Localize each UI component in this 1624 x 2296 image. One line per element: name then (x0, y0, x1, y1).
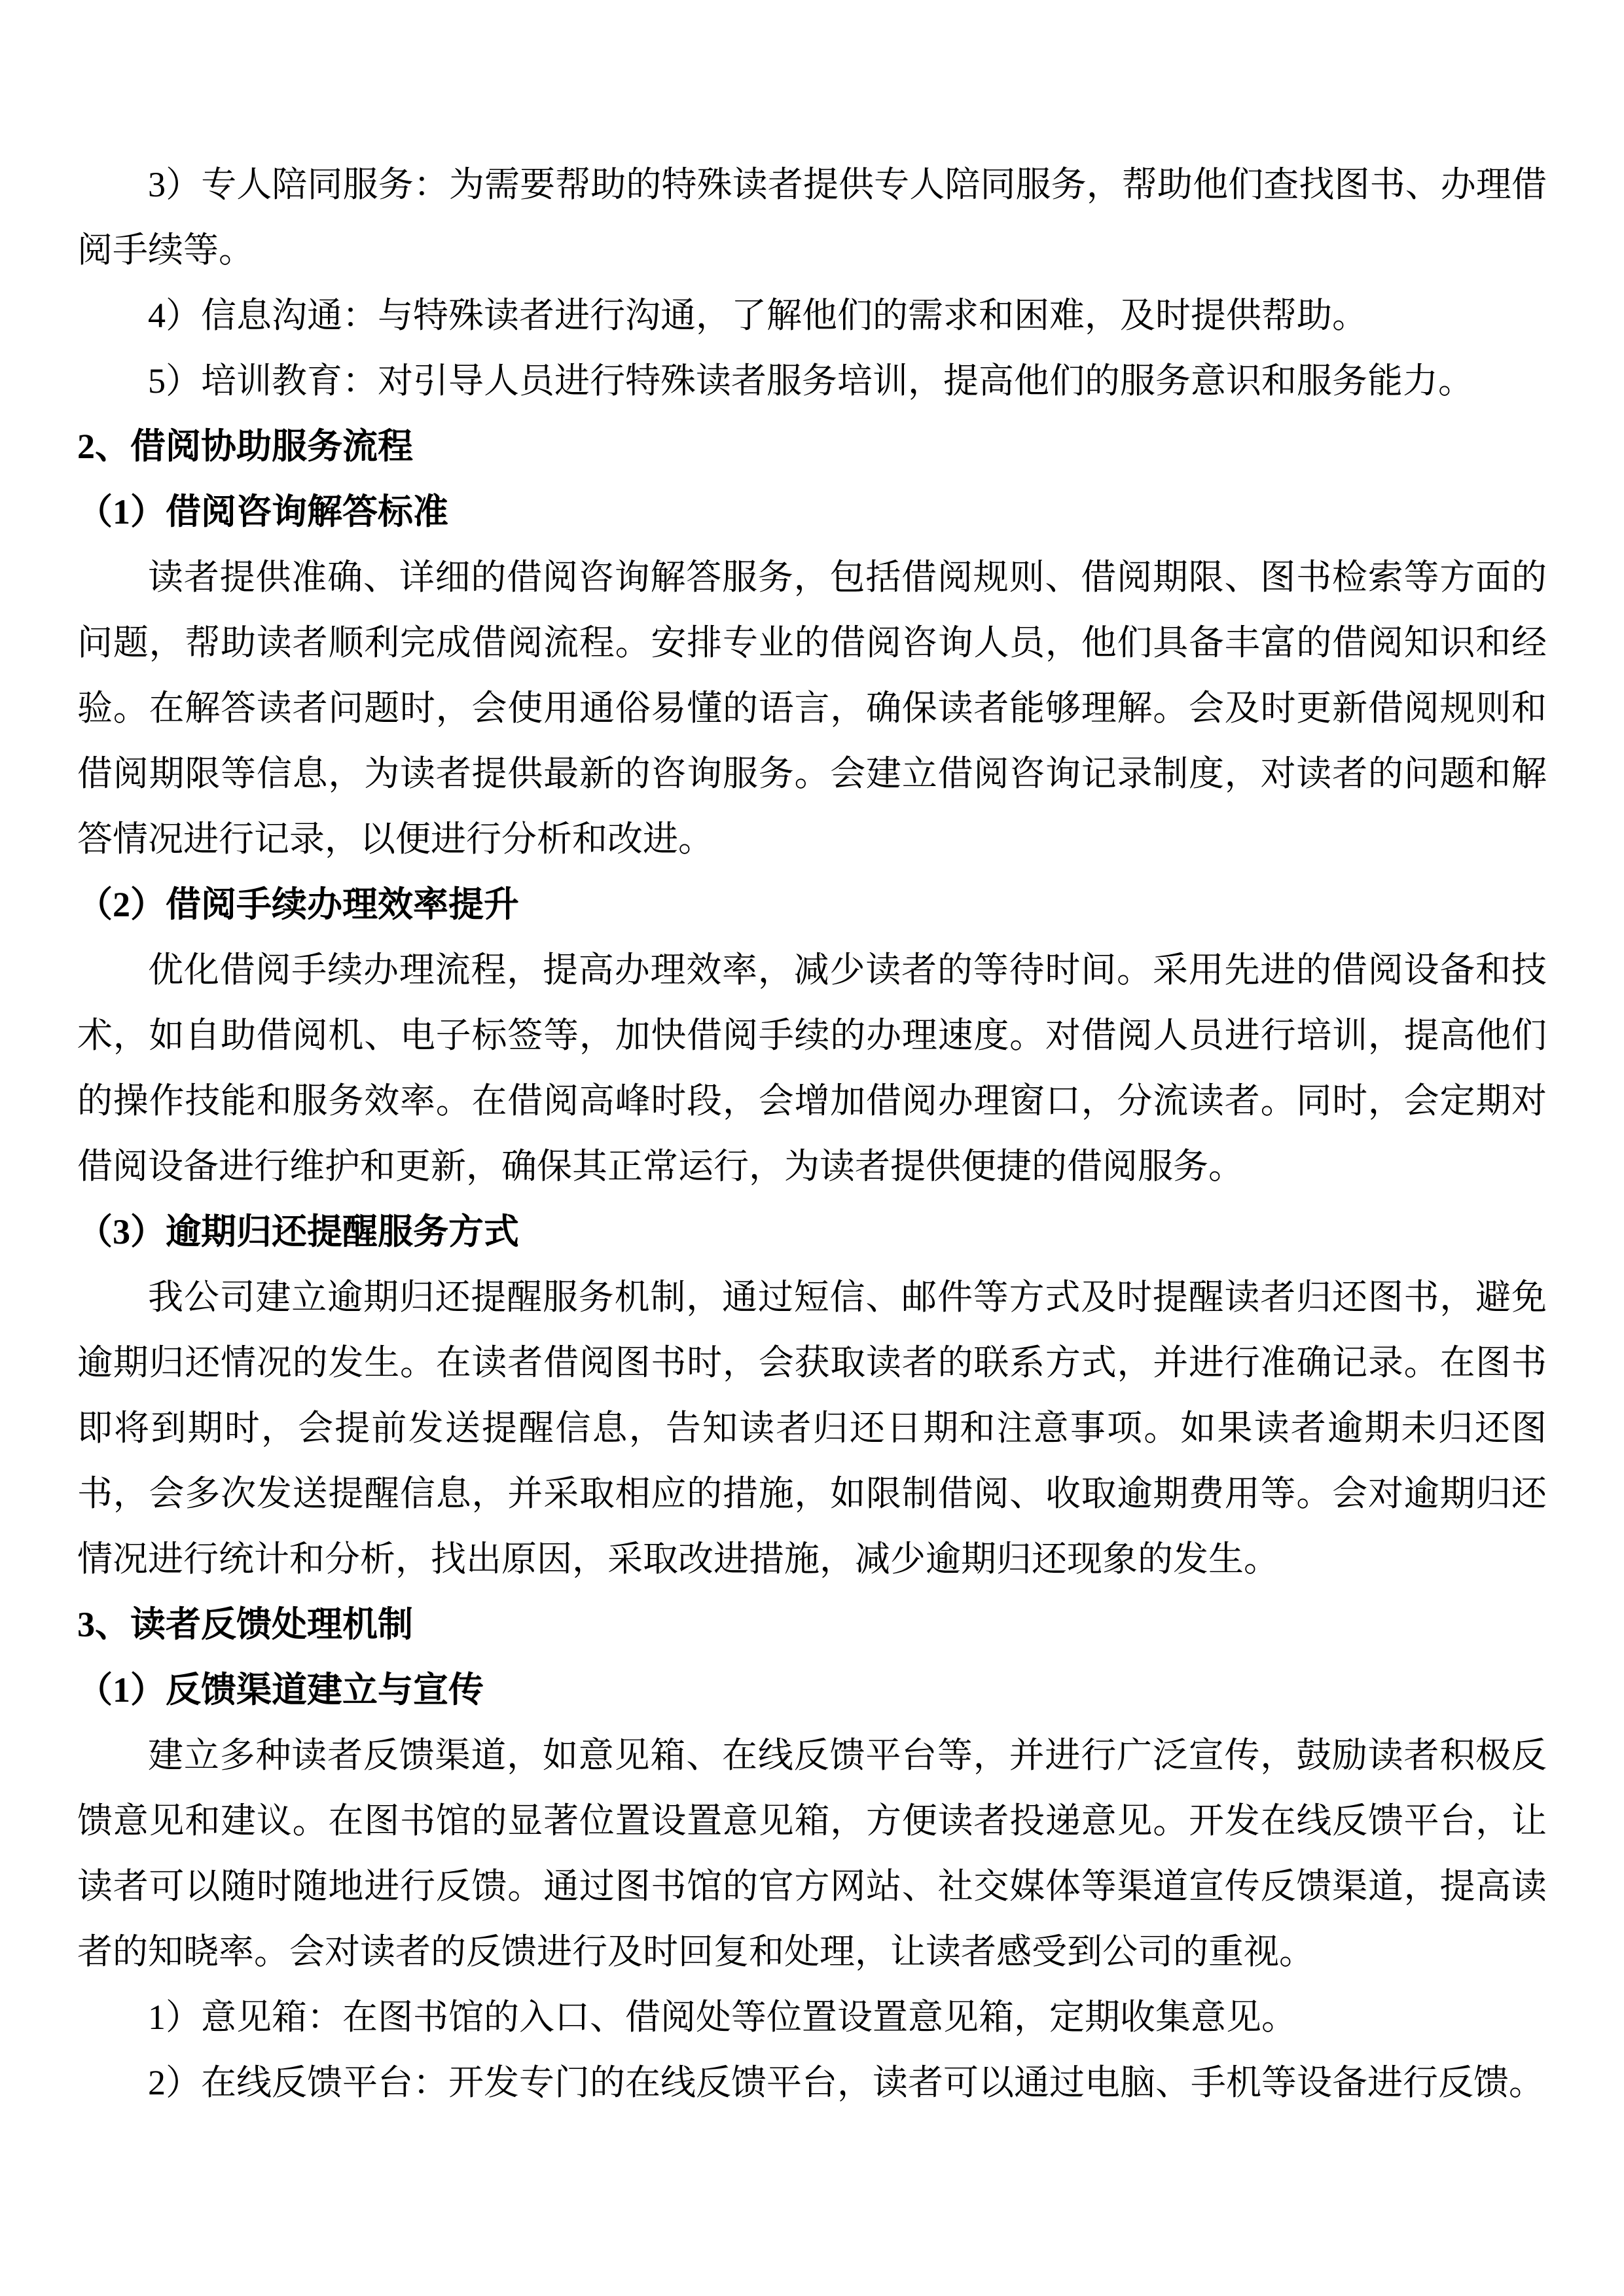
numbered-list-item: 5）培训教育：对引导人员进行特殊读者服务培训，提高他们的服务意识和服务能力。 (148, 361, 1473, 401)
subsection-heading: （3）逾期归还提醒服务方式 (77, 1212, 519, 1251)
section-heading: 2、借阅协助服务流程 (77, 427, 413, 466)
body-paragraph: 优化借阅手续办理流程，提高办理效率，减少读者的等待时间。采用先进的借阅设备和技术，如自助借阅机、电子标签等，加快借阅手续的办理速度。对借阅人员进行培训，提高他们的操作技能和服务效率。在借阅高峰时段，会增加借阅办理窗口，分流读者。同时，会定期对借阅设备进行维护和更新，确保其正常运行，为读者提供便捷的借阅服务。 (77, 950, 1547, 1186)
subsection-heading: （1）借阅咨询解答标准 (77, 492, 448, 531)
numbered-list-item: 3）专人陪同服务：为需要帮助的特殊读者提供专人陪同服务，帮助他们查找图书、办理借阅手续等。 (77, 165, 1547, 270)
body-paragraph: 我公司建立逾期归还提醒服务机制，通过短信、邮件等方式及时提醒读者归还图书，避免逾期归还情况的发生。在读者借阅图书时，会获取读者的联系方式，并进行准确记录。在图书即将到期时，会提前发送提醒信息，告知读者归还日期和注意事项。如果读者逾期未归还图书，会多次发送提醒信息，并采取相应的措施，如限制借阅、收取逾期费用等。会对逾期归还情况进行统计和分析，找出原因，采取改进措施，减少逾期归还现象的发生。 (77, 1278, 1547, 1579)
subsection-heading: （1）反馈渠道建立与宣传 (77, 1670, 484, 1710)
body-paragraph: 建立多种读者反馈渠道，如意见箱、在线反馈平台等，并进行广泛宣传，鼓励读者积极反馈意见和建议。在图书馆的显著位置设置意见箱，方便读者投递意见。开发在线反馈平台，让读者可以随时随地进行反馈。通过图书馆的官方网站、社交媒体等渠道宣传反馈渠道，提高读者的知晓率。会对读者的反馈进行及时回复和处理，让读者感受到公司的重视。 (77, 1736, 1547, 1971)
numbered-list-item: 2）在线反馈平台：开发专门的在线反馈平台，读者可以通过电脑、手机等设备进行反馈。 (148, 2063, 1544, 2102)
numbered-list-item: 1）意见箱：在图书馆的入口、借阅处等位置设置意见箱，定期收集意见。 (148, 1998, 1297, 2037)
section-heading: 3、读者反馈处理机制 (77, 1605, 413, 1644)
numbered-list-item: 4）信息沟通：与特殊读者进行沟通，了解他们的需求和困难，及时提供帮助。 (148, 296, 1367, 335)
subsection-heading: （2）借阅手续办理效率提升 (77, 885, 519, 924)
body-paragraph: 读者提供准确、详细的借阅咨询解答服务，包括借阅规则、借阅期限、图书检索等方面的问题，帮助读者顺利完成借阅流程。安排专业的借阅咨询人员，他们具备丰富的借阅知识和经验。在解答读者问题时，会使用通俗易懂的语言，确保读者能够理解。会及时更新借阅规则和借阅期限等信息，为读者提供最新的咨询服务。会建立借阅咨询记录制度，对读者的问题和解答情况进行记录，以便进行分析和改进。 (77, 558, 1547, 859)
